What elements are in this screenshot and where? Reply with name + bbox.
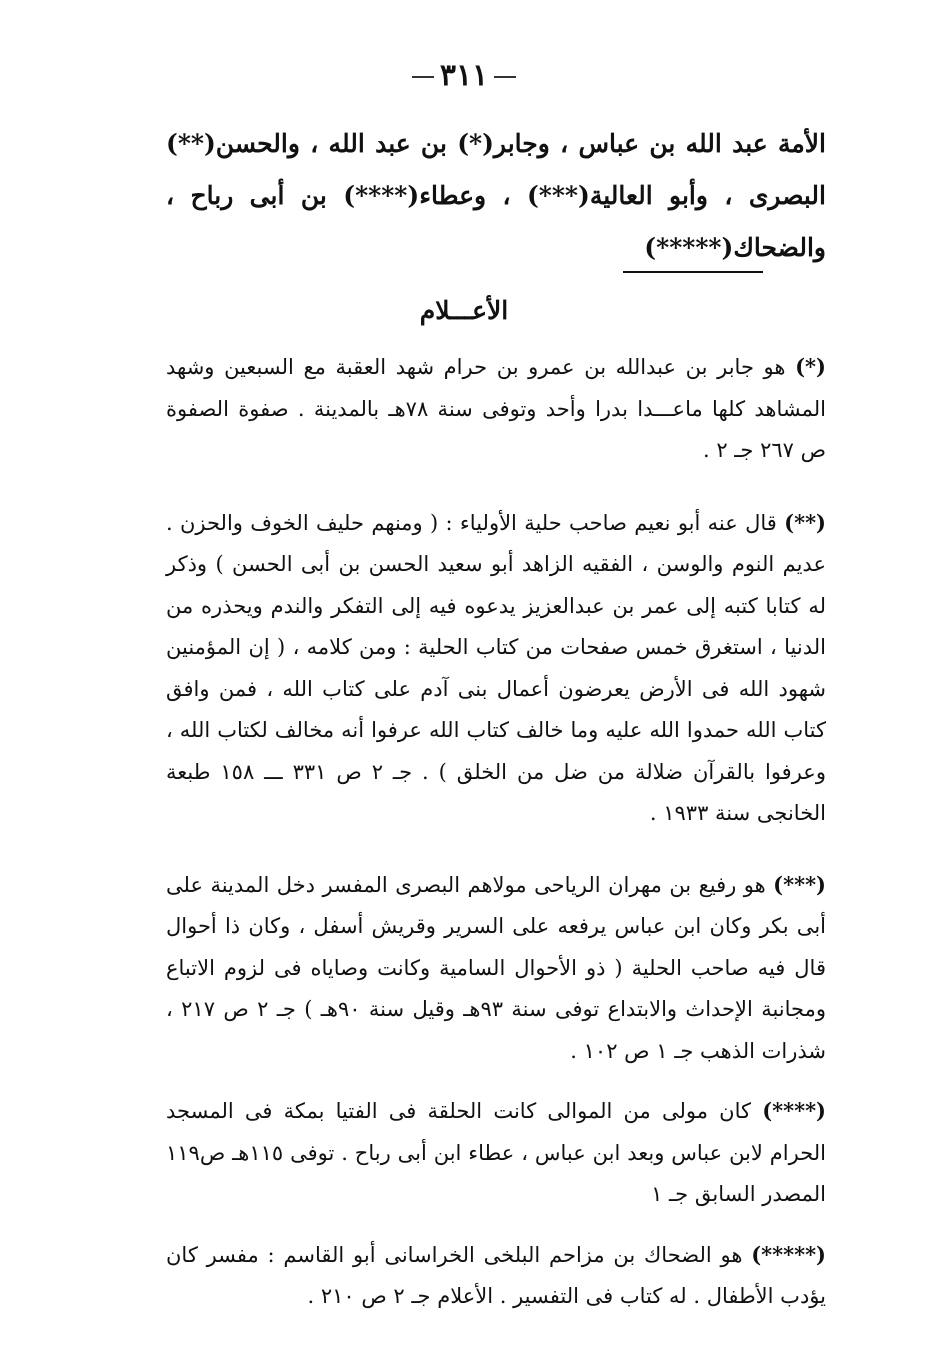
page-number: ٣١١	[439, 58, 489, 93]
footnote	[166, 502, 826, 835]
footnotes	[166, 346, 826, 1346]
page-header	[0, 58, 928, 93]
footnote	[166, 864, 826, 1073]
footnote-separator	[623, 271, 763, 273]
footnote-marker: (*****)	[751, 1241, 826, 1267]
footnote-text: كان مولى من الموالى كانت الحلقة فى الفتيا بمكة فى المسجد الحرام لابن عباس وبعد ابن عباس ، عطاء ابن أبى رباح . توفى ١١٥هـ ص١١٩ المصدر السابق جـ ١	[166, 1099, 826, 1206]
footnote-text: قال عنه أبو نعيم صاحب حلية الأولياء : ( ومنهم حليف الخوف والحزن . عديم النوم والوسن ، الفقيه الزاهد أبو سعيد الحسن بن أبى الحسن ) وذكر له كتابا كتبه إلى عمر بن عبدالعزيز يدعوه فيه إلى التفكر والندم ويحذره من الدنيا ، استغرق خمس صفحات من كتاب الحلية : ومن كلامه ، ( إن المؤمنين شهود الله فى الأرض يعرضون أعمال بنى آدم على كتاب الله ، فمن وافق كتاب الله حمدوا الله عليه وما خالف كتاب الله عرفوا أنه مخالف لكتاب الله ، وعرفوا بالقرآن ضلالة من ضل من الخلق ) . جـ ٢ ص ٣٣١ ـــ ١٥٨ طبعة الخانجى سنة ١٩٣٣ .	[166, 510, 826, 825]
footnote	[166, 1090, 826, 1216]
footnote-text: هو جابر بن عبدالله بن عمرو بن حرام شهد العقبة مع السبعين وشهد المشاهد كلها ماعـــدا بدرا وأحد وتوفى سنة ٧٨هـ بالمدينة . صفوة الصفوة ص ٢٦٧ جـ ٢ .	[166, 355, 826, 462]
footnote	[166, 1234, 826, 1318]
header-dash-right	[494, 76, 516, 78]
footnote	[166, 346, 826, 472]
footnote-marker: (**)	[784, 509, 826, 535]
footnote-text: هو الضحاك بن مزاحم البلخى الخراسانى أبو القاسم : مفسر كان يؤدب الأطفال . له كتاب فى التفسير . الأعلام جـ ٢ ص ٢١٠ .	[166, 1242, 826, 1308]
main-paragraph: الأمة عبد الله بن عباس ، وجابر(*) بن عبد الله ، والحسن(**) البصرى ، وأبو العالية(***) ، وعطاء(****) بن أبى رباح ، والضحاك(*****)	[166, 129, 826, 262]
section-title: الأعـــلام	[419, 296, 509, 325]
footnote-marker: (*)	[795, 354, 826, 379]
header-dash-left	[412, 76, 434, 78]
footnote-text: هو رفيع بن مهران الرياحى مولاهم البصرى المفسر دخل المدينة على أبى بكر وكان ابن عباس يرفعه على السرير وقريش أسفل ، وكان ذا أحوال قال فيه صاحب الحلية ( ذو الأحوال السامية وكانت وصاياه فى لزوم الاتباع ومجانبة الإحداث والابتداع توفى سنة ٩٣هـ وقيل سنة ٩٠هـ ) جـ ٢ ص ٢١٧ ، شذرات الذهب جـ ١ ص ١٠٢ .	[166, 872, 826, 1063]
footnote-marker: (****)	[762, 1098, 826, 1123]
footnote-marker: (***)	[773, 871, 826, 897]
